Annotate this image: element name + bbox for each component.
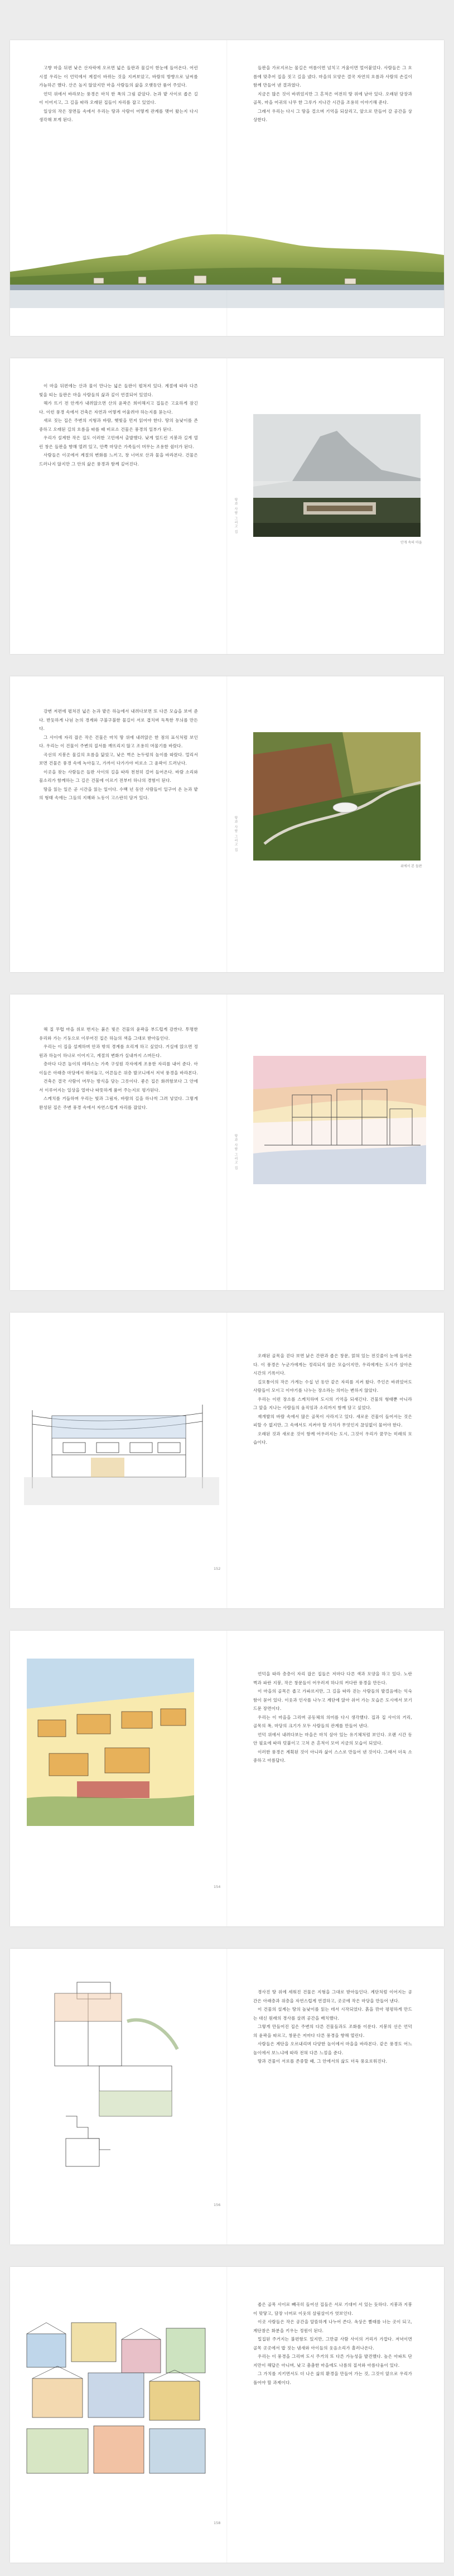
book-spread-3 <box>10 676 444 972</box>
image-caption: 안개 속의 마을 <box>400 541 422 545</box>
page-number: 152 <box>214 1566 221 1571</box>
paragraph: 언덕을 따라 층층이 자리 잡은 집들은 저마다 다른 색과 모양을 하고 있다. 노란 벽과 파란 지붕, 작은 창문들이 어우러져 하나의 커다란 풍경을 만든다. <box>253 1671 412 1685</box>
paragraph: 일상의 작은 장면들 속에서 우리는 땅과 사람이 어떻게 관계를 맺어 왔는지 다시 생각해 보게 된다. <box>39 108 198 122</box>
right-text-column <box>253 64 412 124</box>
paragraph: 언덕 위에서 바라보는 풍경은 마치 한 폭의 그림 같았다. 논과 밭 사이로 좁은 길이 이어지고, 그 길을 따라 오래된 집들이 자리를 잡고 있었다. <box>39 91 198 105</box>
paragraph: 그렇게 만들어진 집은 주변의 다른 건물들과도 조화를 이룬다. 지붕의 선은 언덕의 윤곽을 따르고, 창문은 저마다 다른 풍경을 향해 열린다. <box>253 2024 412 2038</box>
paragraph: 강변 저편에 펼쳐진 넓은 논과 밭은 하늘에서 내려다보면 또 다른 모습을 보여 준다. 반듯하게 나뉜 논의 경계와 구불구불한 물길이 서로 겹치며 독특한 무늬를 만든다. <box>39 709 198 731</box>
paragraph: 해가 뜨기 전 안개가 내려앉으면 산의 윤곽은 희미해지고 집들은 고요하게 잠긴다. 이런 풍경 속에서 건축은 자연과 어떻게 어울려야 하는지를 묻는다. <box>39 401 198 415</box>
paragraph: 이 마을 뒤편에는 산과 물이 만나는 넓은 들판이 펼쳐져 있다. 계절에 따라 다른 빛을 띠는 들판은 마을 사람들의 삶과 깊이 연결되어 있었다. <box>39 383 198 397</box>
book-spread-5 <box>10 1313 444 1608</box>
paragraph: 이곳을 찾는 사람들은 들판 사이의 길을 따라 천천히 걸어 들어온다. 바람 소리와 물소리가 함께하는 그 길은 건물에 이르기 전부터 하나의 경험이 된다. <box>39 769 198 783</box>
paragraph: 그 가치를 지키면서도 더 나은 삶의 환경을 만들어 가는 것, 그것이 앞으로 우리가 풀어야 할 과제이다. <box>253 2371 412 2385</box>
running-head: 땅과 사람 그리고 집 <box>234 816 238 852</box>
left-text-column <box>39 64 198 124</box>
paragraph: 땅과 건물이 서로를 존중할 때, 그 안에서의 삶도 더욱 풍요로워진다. <box>258 2059 388 2064</box>
paragraph: 그래서 우리는 다시 그 땅을 걸으며 기억을 되살리고, 앞으로 만들어 갈 공간을 상상한다. <box>253 108 412 122</box>
aerial-field-photo <box>253 732 421 861</box>
paragraph: 들판을 가로지르는 물길은 여름이면 넘치고 겨울이면 얼어붙었다. 사람들은 그 흐름에 맞추어 집을 짓고 길을 냈다. 마을의 모양은 결국 자연의 흐름과 사람의 손길이 함께 만들어 낸 결과였다. <box>253 65 412 88</box>
page-number: 158 <box>214 2521 221 2525</box>
running-head: 땅과 사람 그리고 집 <box>234 1134 238 1170</box>
page-number: 156 <box>214 2203 221 2207</box>
paragraph: 층마다 다른 높이의 테라스는 가족 구성원 각자에게 조용한 자리를 내어 준다. 아이들은 아래층 마당에서 뛰어놀고, 어른들은 위층 발코니에서 저녁 풍경을 바라본다. <box>39 1061 198 1075</box>
book-spread-4 <box>10 994 444 1290</box>
paragraph: 이 마을의 골목은 좁고 가파르지만, 그 길을 따라 걷는 사람들의 발걸음에는 익숙함이 묻어 있다. 이웃과 인사를 나누고 계단에 앉아 쉬어 가는 모습은 도시에서 보기 드문 장면이다. <box>253 1689 412 1711</box>
paragraph: 이러한 풍경은 계획된 것이 아니라 삶이 스스로 만들어 낸 것이다. 그래서 더욱 소중하고 아름답다. <box>253 1749 412 1763</box>
paragraph: 스케치를 거듭하며 우리는 빛과 그림자, 바람의 길을 하나씩 그려 넣었다. 그렇게 완성된 집은 주변 풍경 속에서 자연스럽게 자리를 잡았다. <box>39 1096 198 1110</box>
image-caption: 위에서 본 들판 <box>400 864 422 868</box>
paragraph: 좁은 골목 사이로 빼곡히 들어선 집들은 서로 기대어 서 있는 듯하다. 지붕과 지붕이 맞닿고, 담장 너머로 이웃의 살림살이가 엿보인다. <box>253 2302 412 2316</box>
paragraph: 곡선의 지붕은 물길의 흐름을 닮았고, 낮은 벽은 논두렁의 높이를 따랐다. 멀리서 보면 건물은 풍경 속에 녹아들고, 가까이 다가가야 비로소 그 윤곽이 드러난다. <box>39 752 198 766</box>
stepped-building-sketch <box>44 1971 189 2178</box>
right-text-column <box>253 1988 412 2066</box>
book-spread-7 <box>10 1949 444 2245</box>
left-text-column <box>39 382 198 468</box>
right-text-column <box>253 1352 412 1447</box>
book-spread-8 <box>10 2267 444 2563</box>
paragraph: 재개발의 바람 속에서 많은 골목이 사라지고 있다. 새로운 건물이 들어서는 것은 피할 수 없지만, 그 속에서도 지켜야 할 가치가 무엇인지 끊임없이 물어야 한다. <box>253 1414 412 1428</box>
paragraph: 이 건물의 설계는 땅의 높낮이를 읽는 데서 시작되었다. 흙을 깎아 평평하게 만드는 대신 원래의 경사를 살려 공간을 배치했다. <box>253 2007 412 2021</box>
paragraph: 경사진 땅 위에 세워진 건물은 지형을 그대로 받아들인다. 계단처럼 이어지는 공간은 아래층과 위층을 자연스럽게 연결하고, 곳곳에 작은 마당을 만들어 낸다. <box>253 1989 412 2003</box>
watercolor-house-sketch <box>253 1056 426 1184</box>
paragraph: 오래된 골목을 걷다 보면 낡은 간판과 좁은 창문, 얽혀 있는 전깃줄이 눈에 들어온다. 이 풍경은 누군가에게는 정리되지 않은 모습이지만, 우리에게는 도시가 살아온 시간의 기록이다. <box>253 1353 412 1376</box>
paragraph: 이곳 사람들은 작은 공간을 알뜰하게 나누어 쓴다. 옥상은 빨래를 너는 곳이 되고, 계단참은 화분을 키우는 정원이 된다. <box>253 2319 412 2333</box>
spine-gutter <box>226 994 228 1290</box>
paragraph: 우리는 이런 장소를 스케치하며 도시의 기억을 되새긴다. 건물의 형태뿐 아니라 그 앞을 지나는 사람들의 움직임과 소리까지 함께 담고 싶었다. <box>253 1396 412 1410</box>
paragraph: 우리는 이 집을 설계하며 안과 밖의 경계를 흐리게 하고 싶었다. 거실에 앉으면 정원과 하늘이 하나로 이어지고, 계절의 변화가 실내까지 스며든다. <box>39 1044 198 1058</box>
paragraph: 우리는 이 마을을 그리며 공동체의 의미를 다시 생각했다. 집과 집 사이의 거리, 골목의 폭, 마당의 크기가 모두 사람들의 관계를 만들어 낸다. <box>253 1714 412 1728</box>
paragraph: 우리가 설계한 작은 집도 이러한 고민에서 출발했다. 낮게 엎드린 지붕과 길게 열린 창은 들판을 향해 열려 있고, 안쪽 마당은 가족들이 머무는 조용한 쉼터가 된다. <box>39 435 198 449</box>
paragraph: 오래된 것과 새로운 것이 함께 어우러지는 도시, 그것이 우리가 꿈꾸는 미래의 모습이다. <box>253 1431 412 1445</box>
left-text-column <box>39 707 198 802</box>
spine-gutter <box>226 1313 228 1608</box>
paragraph: 우리는 이 풍경을 그리며 도시 주거의 또 다른 가능성을 발견했다. 높은 아파트 단지만이 해답은 아니며, 낮고 촘촘한 마을에도 나름의 질서와 아름다움이 있다. <box>253 2354 412 2368</box>
paragraph: 길모퉁이의 작은 가게는 수십 년 동안 같은 자리를 지켜 왔다. 주인은 바뀌었어도 사람들이 모이고 이야기를 나누는 장소라는 의미는 변하지 않았다. <box>253 1379 412 1393</box>
running-head: 땅과 사람 그리고 집 <box>234 498 238 534</box>
paragraph: 고향 마을 뒤편 낮은 산자락에 오르면 넓은 들판과 물길이 한눈에 들어온다. 어린 시절 우리는 이 언덕에서 계절이 바뀌는 것을 지켜보았고, 바람의 방향으로 날씨를 가늠하곤 했다. 산은 높지 않았지만 마을 사람들의 삶을 오랫동안 품어 주었다. <box>39 65 198 88</box>
paragraph: 지금은 많은 것이 바뀌었지만 그 흔적은 여전히 땅 위에 남아 있다. 오래된 담장과 골목, 마을 어귀의 나무 한 그루가 지나간 시간을 조용히 이야기해 준다. <box>253 91 412 105</box>
misty-mountain-photo <box>253 414 421 537</box>
paragraph: 땅을 읽는 일은 곧 시간을 읽는 일이다. 수백 년 동안 사람들이 일구어 온 논과 밭의 형태 속에는 그들의 지혜와 노동이 고스란히 담겨 있다. <box>39 786 198 800</box>
paragraph: 사람들은 이곳에서 계절의 변화를 느끼고, 창 너머로 산과 물을 바라본다. 건물은 드러나지 않지만 그 안의 삶은 풍경과 함께 깊어진다. <box>39 453 198 467</box>
spine-gutter <box>226 358 228 654</box>
book-spread-6 <box>10 1631 444 1926</box>
spine-gutter <box>226 1949 228 2245</box>
book-spread-1 <box>10 40 444 336</box>
spine-gutter <box>226 1631 228 1926</box>
paragraph: 그 사이에 자리 잡은 작은 건물은 마치 땅 위에 내려앉은 한 점의 표식처럼 보인다. 우리는 이 건물이 주변의 질서를 깨뜨리지 않고 조용히 머물기를 바랐다. <box>39 734 198 748</box>
book-spread-2 <box>10 358 444 654</box>
hillside-landscape-illustration <box>10 224 444 308</box>
spine-gutter <box>226 2267 228 2563</box>
paragraph: 새로 짓는 집은 주변의 지형과 바람, 햇빛을 먼저 읽어야 한다. 땅의 높낮이를 존중하고 오래된 길의 흐름을 따를 때 비로소 건물은 풍경의 일부가 된다. <box>39 418 198 432</box>
street-shop-sketch <box>24 1393 219 1505</box>
paragraph: 건축은 결국 사람이 머무는 방식을 담는 그릇이다. 좋은 집은 화려함보다 그 안에서 이루어지는 일상을 얼마나 따뜻하게 품어 주는지로 평가된다. <box>39 1079 198 1093</box>
spine-gutter <box>226 676 228 972</box>
paragraph: 언덕 위에서 내려다보는 마을은 마치 살아 있는 유기체처럼 보인다. 오랜 시간 동안 필요에 따라 덧붙이고 고쳐 온 흔적이 모여 지금의 모습이 되었다. <box>253 1732 412 1746</box>
left-text-column <box>39 1025 198 1112</box>
right-text-column <box>253 1670 412 1765</box>
dense-rooftops-watercolor <box>21 2300 211 2490</box>
page-number: 154 <box>214 1885 221 1889</box>
right-text-column <box>253 2300 412 2387</box>
hillside-village-watercolor <box>27 1659 194 1826</box>
paragraph: 사람들은 계단을 오르내리며 다양한 높이에서 마을을 바라본다. 같은 풍경도 어느 높이에서 보느냐에 따라 전혀 다른 느낌을 준다. <box>253 2041 412 2055</box>
paragraph: 해 질 무렵 마을 위로 번지는 붉은 빛은 건물의 윤곽을 부드럽게 감싼다. 투명한 유리와 가는 기둥으로 이루어진 집은 하늘의 색을 그대로 받아들인다. <box>39 1027 198 1041</box>
paragraph: 밀집된 주거지는 불편함도 있지만, 그만큼 사람 사이의 거리가 가깝다. 저녁이면 골목 곳곳에서 밥 짓는 냄새와 아이들의 웃음소리가 흘러나온다. <box>253 2337 412 2351</box>
